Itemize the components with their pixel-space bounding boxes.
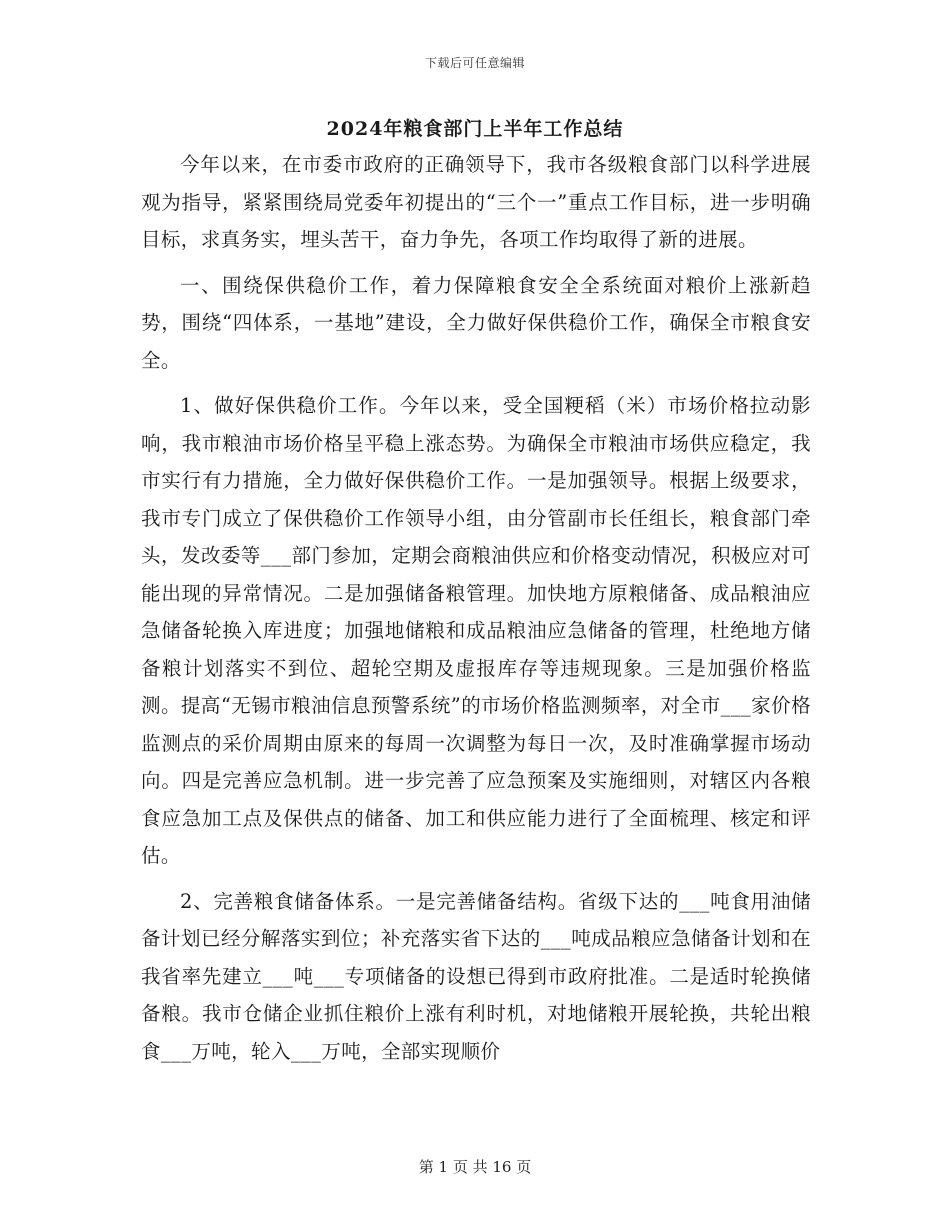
paragraph-section-1: 一、围绕保供稳价工作，着力保障粮食安全全系统面对粮价上涨新趋势，围绕“四体系，一基地”建设，全力做好保供稳价工作，确保全市粮食安全。 <box>141 273 811 372</box>
paragraph-item-1: 1、做好保供稳价工作。今年以来，受全国粳稻（米）市场价格拉动影响，我市粮油市场价格呈平稳上涨态势。为确保全市粮油市场供应稳定，我市实行有力措施，全力做好保供稳价工作。一是加强领导。根据上级要求，我市专门成立了保供稳价工作领导小组，由分管副市长任组长，粮食部门牵头，发改委等___部门参加，定期会商粮油供应和价格变动情况，积极应对可能出现的异常情况。二是加强储备粮管理。加快地方原粮储备、成品粮油应急储备轮换入库进度；加强地储粮和成品粮油应急储备的管理，杜绝地方储备粮计划落实不到位、超轮空期及虚报库存等违规现象。三是加强价格监测。提高“无锡市粮油信息预警系统”的市场价格监测频率，对全市___家价格监测点的采价周期由原来的每周一次调整为每日一次，及时准确掌握市场动向。四是完善应急机制。进一步完善了应急预案及实施细则，对辖区内各粮食应急加工点及保供点的储备、加工和供应能力进行了全面梳理、核定和评估。 <box>141 394 811 867</box>
paragraph-intro: 今年以来，在市委市政府的正确领导下，我市各级粮食部门以科学进展观为指导，紧紧围绕局党委年初提出的“三个一”重点工作目标，进一步明确目标，求真务实，埋头苦干，奋力争先，各项工作均取得了新的进展。 <box>141 153 811 251</box>
document-title: 2024年粮食部门上半年工作总结 <box>326 118 624 140</box>
page-header-note: 下载后可任意编辑 <box>424 56 525 70</box>
paragraph-item-2: 2、完善粮食储备体系。一是完善储备结构。省级下达的___吨食用油储备计划已经分解落实到位；补充落实省下达的___吨成品粮应急储备计划和在我省率先建立___吨___专项储备的设想已得到市政府批准。二是适时轮换储备粮。我市仓储企业抓住粮价上涨有利时机，对地储粮开展轮换，共轮出粮食___万吨，轮入___万吨，全部实现顺价 <box>141 889 811 1063</box>
page-number-indicator: 第 1 页 共 16 页 <box>418 1158 532 1176</box>
document-body <box>141 146 811 1078</box>
